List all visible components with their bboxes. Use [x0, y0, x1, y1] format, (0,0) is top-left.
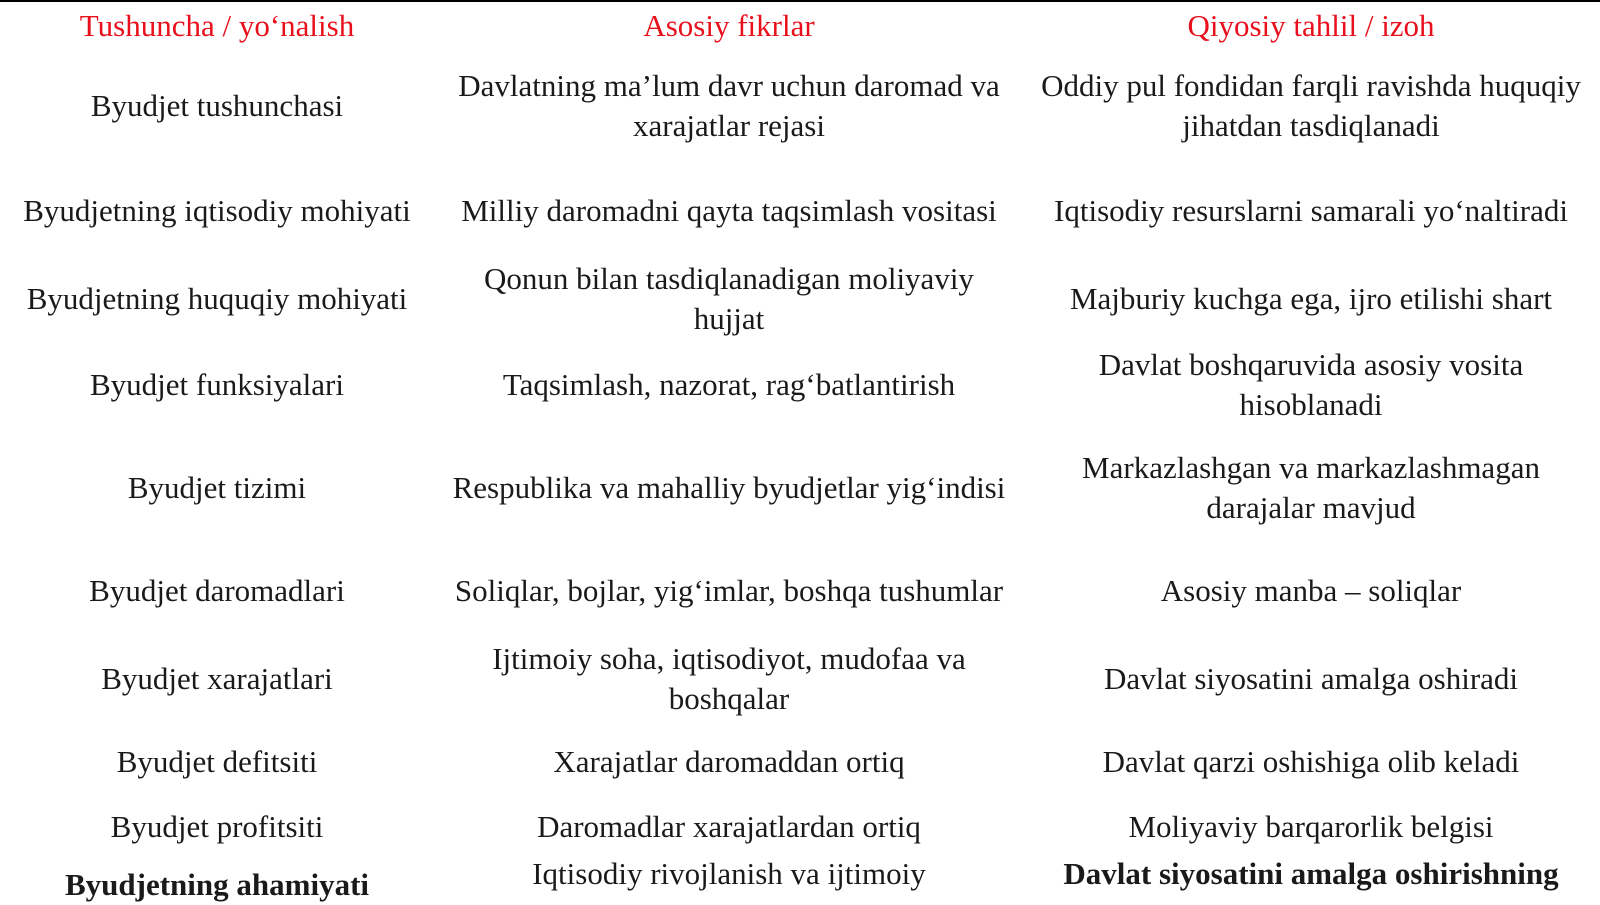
- row-1-concept: Byudjet tushunchasi: [90, 88, 344, 123]
- row-3-concept: Byudjetning huquqiy mohiyati: [26, 281, 408, 316]
- row-8-idea: Xarajatlar daromaddan ortiq: [553, 744, 905, 779]
- row-10-concept: Byudjetning ahamiyati: [64, 867, 370, 902]
- row-7-concept: Byudjet xarajatlari: [101, 661, 333, 696]
- row-10-analysis: Davlat siyosatini amalga oshirishning: [1063, 856, 1559, 891]
- row-4-concept: Byudjet funksiyalari: [90, 367, 344, 402]
- row-1-analysis: Oddiy pul fondidan farqli ravishda huquqiy jihatdan tasdiqlanadi: [1041, 68, 1581, 143]
- row-7-idea: Ijtimoiy soha, iqtisodiyot, mudofaa va boshqalar: [492, 641, 966, 716]
- row-6-analysis: Asosiy manba – soliqlar: [1160, 573, 1462, 608]
- row-2-concept: Byudjetning iqtisodiy mohiyati: [23, 193, 411, 228]
- row-7-analysis: Davlat siyosatini amalga oshiradi: [1103, 661, 1519, 696]
- row-6-idea: Soliqlar, bojlar, yig‘imlar, boshqa tushumlar: [454, 573, 1004, 608]
- row-9-concept: Byudjet profitsiti: [110, 809, 324, 844]
- row-10-idea: Iqtisodiy rivojlanish va ijtimoiy: [532, 856, 926, 891]
- row-8-analysis: Davlat qarzi oshishiga olib keladi: [1102, 744, 1520, 779]
- row-6-concept: Byudjet daromadlari: [89, 573, 345, 608]
- row-9-idea: Daromadlar xarajatlardan ortiq: [537, 809, 921, 844]
- column-header-concept: Tushuncha / yo‘nalish: [79, 8, 355, 43]
- row-4-analysis: Davlat boshqaruvida asosiy vosita hisoblanadi: [1098, 347, 1524, 422]
- row-9-analysis: Moliyaviy barqarorlik belgisi: [1128, 809, 1494, 844]
- column-header-analysis: Qiyosiy tahlil / izoh: [1187, 8, 1435, 43]
- row-2-analysis: Iqtisodiy resurslarni samarali yo‘naltiradi: [1054, 193, 1568, 228]
- row-2-idea: Milliy daromadni qayta taqsimlash vositasi: [461, 193, 997, 228]
- row-5-analysis: Markazlashgan va markazlashmagan darajalar mavjud: [1082, 450, 1540, 525]
- row-3-analysis: Majburiy kuchga ega, ijro etilishi shart: [1069, 281, 1553, 316]
- row-5-concept: Byudjet tizimi: [127, 470, 307, 505]
- row-3-idea: Qonun bilan tasdiqlanadigan moliyaviy hujjat: [484, 261, 974, 336]
- row-5-idea: Respublika va mahalliy byudjetlar yig‘indisi: [452, 470, 1006, 505]
- row-1-idea: Davlatning ma’lum davr uchun daromad va xarajatlar rejasi: [458, 68, 1000, 143]
- row-4-idea: Taqsimlash, nazorat, rag‘batlantirish: [502, 367, 956, 402]
- column-header-main-ideas: Asosiy fikrlar: [643, 8, 815, 43]
- row-8-concept: Byudjet defitsiti: [116, 744, 318, 779]
